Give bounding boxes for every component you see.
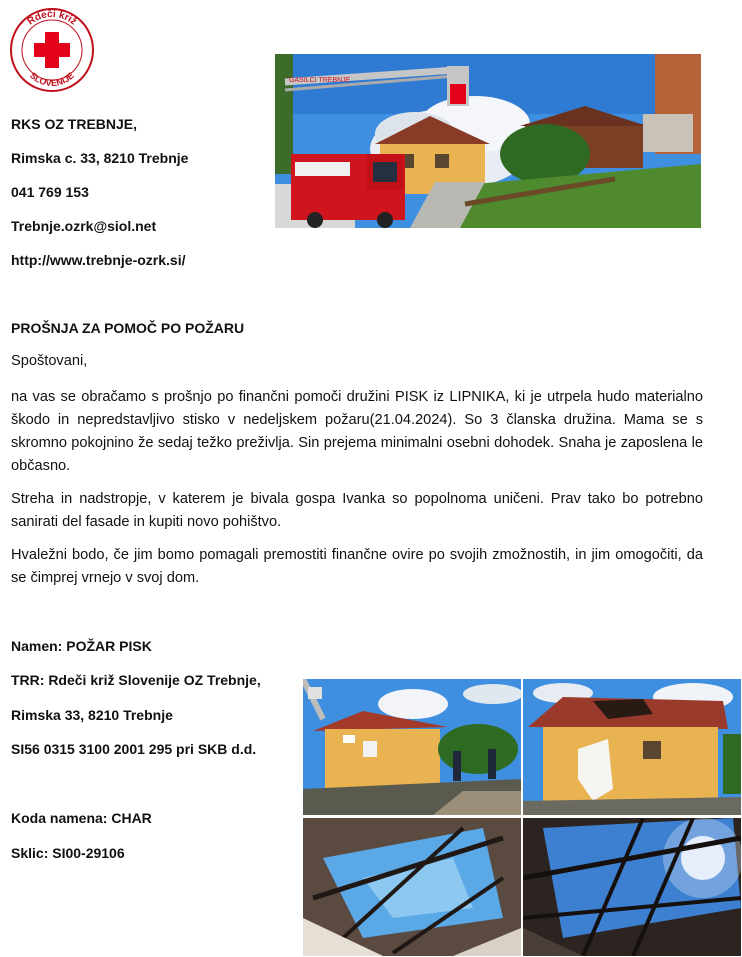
letter-paragraph-2: Streha in nadstropje, v katerem je bivala gospa Ivanka so popolnoma uničeni. Prav tako bo potrebno sanirati del fasade in kupiti novo pohištvo. — [11, 491, 703, 530]
red-cross-logo — [9, 7, 95, 93]
logo-text-top: Rdeči križ — [25, 8, 79, 28]
fire-truck-photo — [275, 54, 701, 228]
payment-account: TRR: Rdeči križ Slovenije OZ Trebnje, — [11, 672, 261, 688]
sender-website: http://www.trebnje-ozrk.si/ — [11, 252, 186, 268]
payment-code: Koda namena: CHAR — [11, 810, 152, 826]
payment-purpose: Namen: POŽAR PISK — [11, 638, 152, 654]
payment-address: Rimska 33, 8210 Trebnje — [11, 707, 173, 723]
sender-phone: 041 769 153 — [11, 184, 89, 200]
letter-paragraph-1: na vas se obračamo s prošnjo po finančni pomoči družini PISK iz LIPNIKA, ki je utrpela hudo materialno škodo in nepredstavljivo stisko v nedeljskem požaru(21.04.2024). So 3 članska družina. Mama se s skromno pokojnino že sedaj težko preživlja. Sin prejema minimalni osebni dohodek. Snaha je zaposlena le občasno. — [11, 389, 703, 474]
sender-name: RKS OZ TREBNJE, — [11, 116, 138, 132]
payment-iban: SI56 0315 3100 2001 295 pri SKB d.d. — [11, 741, 257, 757]
letter-title: PROŠNJA ZA POMOČ PO POŽARU — [11, 320, 245, 336]
logo-text-bottom: SLOVENIJE — [27, 70, 77, 89]
sender-address: Rimska c. 33, 8210 Trebnje — [11, 150, 189, 166]
letter-greeting: Spoštovani, — [11, 353, 88, 369]
truck-label: GASILCI TREBNJE — [289, 77, 351, 84]
roof-interior-photo — [303, 818, 521, 956]
burned-roof-photo — [523, 679, 741, 815]
letter-paragraph-3: Hvaležni bodo, če jim bomo pomagali premostiti finančne ovire po svojih zmožnostih, in jim omogočiti, da se čimprej vrnejo v svoj dom. — [11, 547, 703, 586]
house-fire-photo — [303, 679, 521, 815]
payment-reference: Sklic: SI00-29106 — [11, 845, 125, 861]
sender-email: Trebnje.ozrk@siol.net — [11, 218, 157, 234]
charred-rafters-photo — [523, 818, 741, 956]
